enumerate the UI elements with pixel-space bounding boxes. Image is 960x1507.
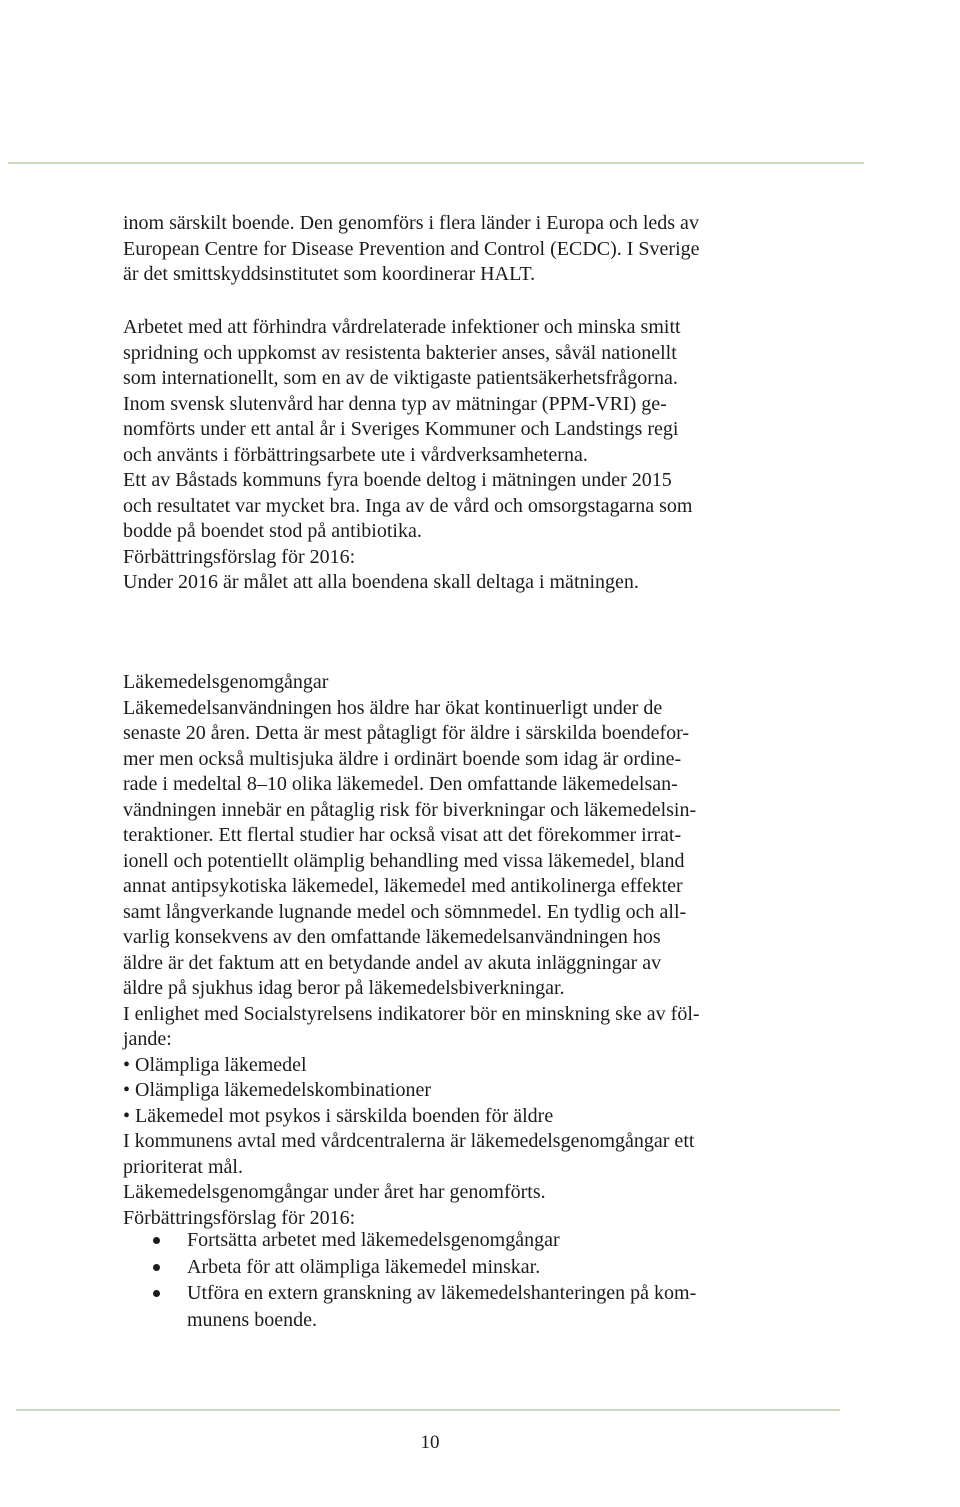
list-item xyxy=(149,1280,769,1333)
paragraph-halt xyxy=(123,211,763,288)
text-line: jande: xyxy=(123,1028,172,1050)
text-line: äldre på sjukhus idag beror på läkemedelsbiverkningar. xyxy=(123,977,565,999)
paragraph-infections xyxy=(123,315,763,596)
text-line: Ett av Båstads kommuns fyra boende deltog i mätningen under 2015 xyxy=(123,469,672,491)
text-line: Läkemedelsgenomgångar under året har genomförts. xyxy=(123,1181,546,1203)
text-line: prioriterat mål. xyxy=(123,1155,243,1178)
improvement-heading-2016: Förbättringsförslag för 2016: xyxy=(123,1206,356,1229)
bullet-icon xyxy=(153,1264,160,1271)
text-line: äldre är det faktum att en betydande andel av akuta inläggningar av xyxy=(123,951,662,974)
text-line: vändningen innebär en påtaglig risk för biverkningar och läkemedelsin- xyxy=(123,798,697,821)
text-line: senaste 20 åren. Detta är mest påtagligt för äldre i särskilda boendefor- xyxy=(123,722,690,744)
section-heading: Läkemedelsgenomgångar xyxy=(123,671,329,693)
text-line: Under 2016 är målet att alla boendena skall deltaga i mätningen. xyxy=(123,571,639,593)
text-line: bodde på boendet stod på antibiotika. xyxy=(123,520,422,542)
text-line: inom särskilt boende. Den genomförs i flera länder i Europa och leds av xyxy=(123,212,699,234)
list-item xyxy=(149,1254,769,1281)
indicator-item: • Olämpliga läkemedelskombinationer xyxy=(123,1079,432,1101)
improvement-list xyxy=(149,1227,769,1333)
text-line: Inom svensk slutenvård har denna typ av mätningar (PPM-VRI) ge- xyxy=(123,392,667,415)
text-line: teraktioner. Ett flertal studier har också visat att det förekommer irrat- xyxy=(123,824,682,846)
text-line: European Centre for Disease Prevention and Control (ECDC). I Sverige xyxy=(123,237,700,260)
indicator-item: • Läkemedel mot psykos i särskilda boenden för äldre xyxy=(123,1104,554,1127)
list-item-text: munens boende. xyxy=(187,1308,317,1331)
text-line: I enlighet med Socialstyrelsens indikatorer bör en minskning ske av föl- xyxy=(123,1002,700,1025)
bullet-icon xyxy=(153,1237,160,1244)
list-item-text: Fortsätta arbetet med läkemedelsgenomgångar xyxy=(187,1229,560,1251)
bullet-icon xyxy=(153,1290,160,1297)
top-divider xyxy=(8,162,864,164)
page-number: 10 xyxy=(420,1432,440,1453)
text-line: varlig konsekvens av den omfattande läkemedelsanvändningen hos xyxy=(123,926,661,948)
bottom-divider xyxy=(16,1409,840,1411)
text-line: Läkemedelsanvändningen hos äldre har ökat kontinuerligt under de xyxy=(123,696,663,719)
text-line: I kommunens avtal med vårdcentralerna är läkemedelsgenomgångar ett xyxy=(123,1130,695,1152)
section-medication-reviews xyxy=(123,670,763,1231)
text-line: och använts i förbättringsarbete ute i vårdverksamheterna. xyxy=(123,443,588,466)
text-line: rade i medeltal 8–10 olika läkemedel. Den omfattande läkemedelsan- xyxy=(123,773,678,795)
text-line: är det smittskyddsinstitutet som koordinerar HALT. xyxy=(123,263,536,285)
list-item-text: Utföra en extern granskning av läkemedelshanteringen på kom- xyxy=(187,1282,697,1304)
list-item xyxy=(149,1227,769,1254)
text-line: och resultatet var mycket bra. Inga av de vård och omsorgstagarna som xyxy=(123,494,693,517)
indicator-item: • Olämpliga läkemedel xyxy=(123,1053,307,1076)
text-line: som internationellt, som en av de viktigaste patientsäkerhetsfrågorna. xyxy=(123,367,678,389)
text-line: samt långverkande lugnande medel och sömnmedel. En tydlig och all- xyxy=(123,900,687,923)
text-line: mer men också multisjuka äldre i ordinärt boende som idag är ordine- xyxy=(123,747,682,770)
text-line: ionell och potentiellt olämplig behandling med vissa läkemedel, bland xyxy=(123,849,685,872)
text-line: nomförts under ett antal år i Sveriges Kommuner och Landstings regi xyxy=(123,418,679,440)
improvement-heading-2016: Förbättringsförslag för 2016: xyxy=(123,545,356,568)
text-line: spridning och uppkomst av resistenta bakterier anses, såväl nationellt xyxy=(123,341,677,364)
list-item-text: Arbeta för att olämpliga läkemedel minskar. xyxy=(187,1255,541,1278)
text-line: Arbetet med att förhindra vårdrelaterade infektioner och minska smitt xyxy=(123,316,681,338)
text-line: annat antipsykotiska läkemedel, läkemedel med antikolinerga effekter xyxy=(123,875,683,897)
